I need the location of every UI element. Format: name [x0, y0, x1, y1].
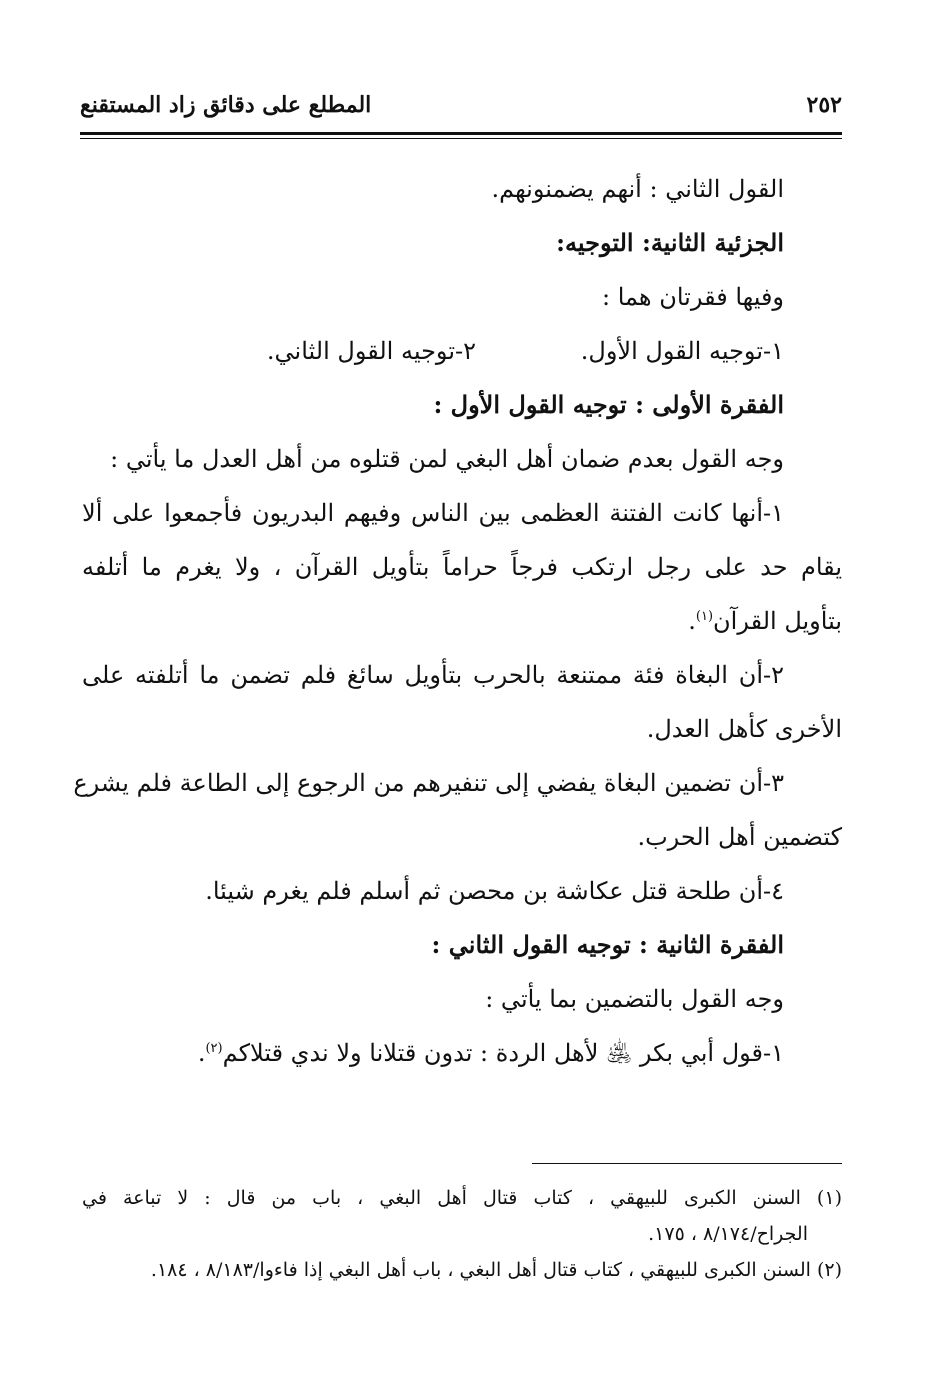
paragraph-heading: الفقرة الأولى : توجيه القول الأول :: [433, 390, 784, 419]
text-line: وجه القول بعدم ضمان أهل البغي لمن قتلوه من أهل العدل ما يأتي :: [110, 445, 784, 473]
book-title: المطلع على دقائق زاد المستقنع: [80, 92, 372, 118]
footnote-ref[interactable]: (١): [695, 609, 714, 624]
subsection-heading: الجزئية الثانية: التوجيه:: [556, 228, 784, 257]
text-line: وجه القول بالتضمين بما يأتي :: [485, 985, 784, 1013]
list-item: ٢-توجيه القول الثاني.: [266, 337, 476, 365]
list-item: ١-توجيه القول الأول.: [580, 337, 784, 365]
text-line: ٤-أن طلحة قتل عكاشة بن محصن ثم أسلم فلم يغرم شيئا.: [205, 877, 784, 905]
main-text: [73, 162, 842, 1080]
page-number: ٢٥٢: [806, 92, 842, 118]
paragraph-heading: الفقرة الثانية : توجيه القول الثاني :: [431, 930, 784, 959]
text-line: القول الثاني : أنهم يضمنونهم.: [491, 175, 784, 203]
footnotes: [82, 1180, 842, 1288]
text-line: وفيها فقرتان هما :: [602, 283, 784, 311]
text-span: بتأويل القرآن: [713, 607, 842, 635]
text-line: ١-أنها كانت الفتنة العظمى بين الناس وفيهم البدريون فأجمعوا على ألا: [82, 499, 784, 527]
text-span: .: [197, 1039, 206, 1067]
text-line: ٢-أن البغاة فئة ممتنعة بالحرب بتأويل سائغ فلم تضمن ما أتلفته على: [82, 661, 784, 689]
header-rule-thick: [80, 132, 842, 135]
footnote: (١) السنن الكبرى للبيهقي ، كتاب قتال أهل البغي ، باب من قال : لا تباعة في: [82, 1187, 842, 1209]
running-header: [80, 92, 842, 118]
text-line: كتضمين أهل الحرب.: [637, 823, 842, 851]
text-line: الأخرى كأهل العدل.: [646, 715, 842, 743]
text-line: يقام حد على رجل ارتكب فرجاً حراماً بتأويل القرآن ، ولا يغرم ما أتلفه: [82, 553, 842, 581]
list-row: [82, 324, 842, 378]
footnote-continuation: الجراح/٨/١٧٤ ، ١٧٥.: [648, 1223, 808, 1245]
text-line: [82, 594, 842, 648]
text-line: ٣-أن تضمين البغاة يفضي إلى تنفيرهم من الرجوع إلى الطاعة فلم يشرع: [73, 769, 784, 797]
footnote: (٢) السنن الكبرى للبيهقي ، كتاب قتال أهل البغي ، باب أهل البغي إذا فاءوا/٨/١٨٣ ، ١٨٤.: [150, 1259, 842, 1281]
text-line: [82, 1026, 842, 1080]
footnote-separator: [532, 1163, 842, 1164]
text-span: .: [688, 607, 696, 635]
text-span: ١-قول أبي بكر ﵁ لأهل الردة : تدون قتلانا ولا ندي قتلاكم: [222, 1039, 784, 1067]
footnote-ref[interactable]: (٢): [205, 1041, 223, 1056]
header-rule-thin: [80, 138, 842, 139]
